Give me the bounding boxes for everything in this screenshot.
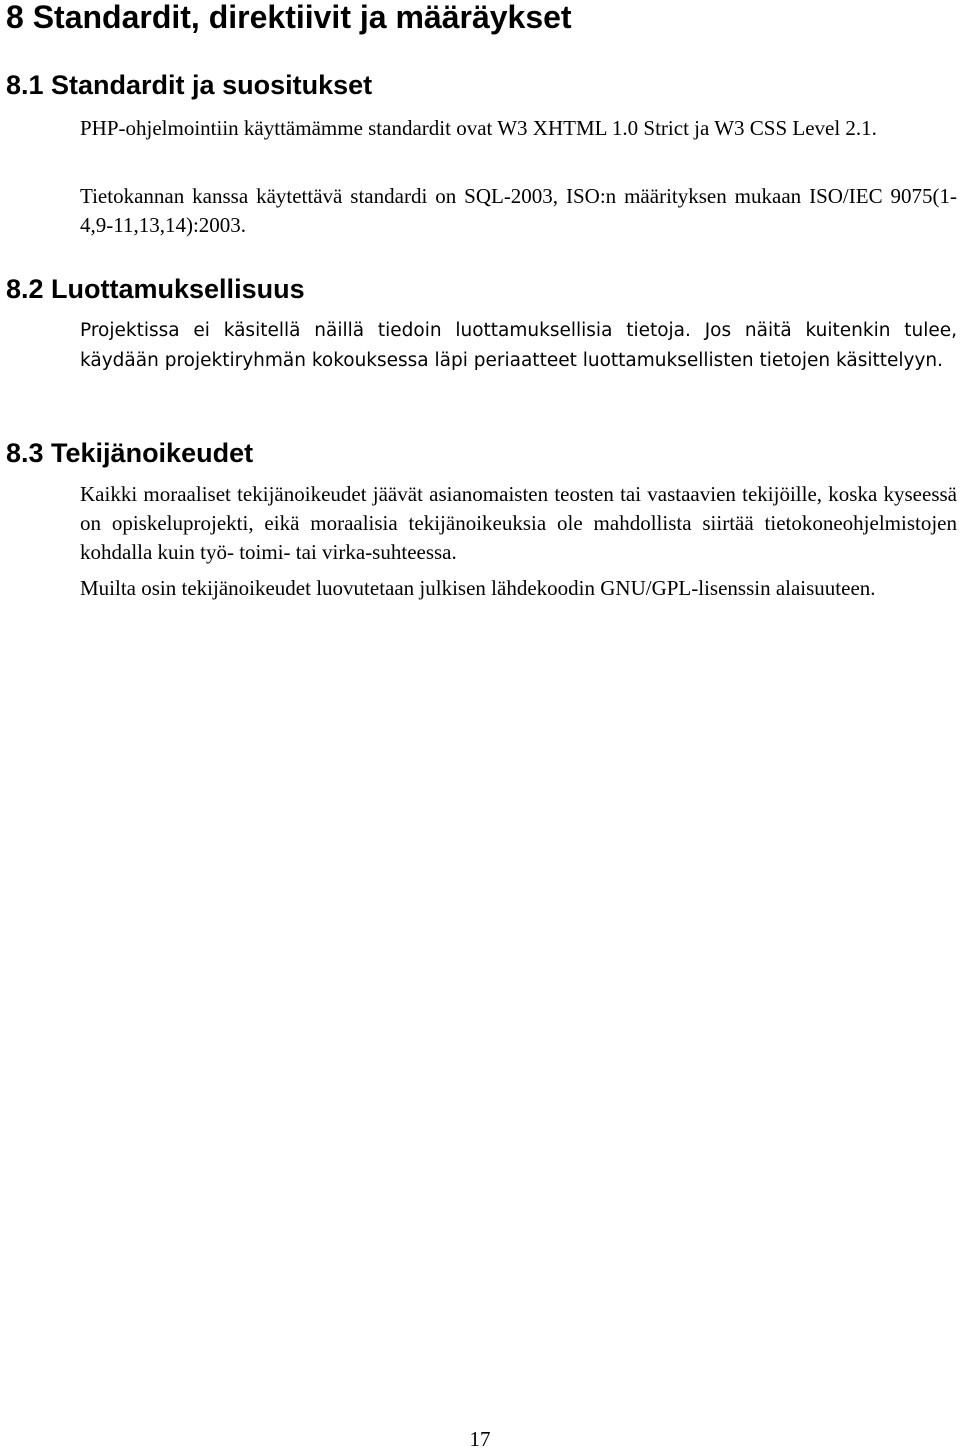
paragraph-moral-rights: Kaikki moraaliset tekijänoikeudet jäävät asianomaisten teosten tai vastaavien tekijöille, koska kyseessä on opiskeluprojekti, eikä moraalisia tekijänoikeuksia ole mahdollista siirtää tietokoneohjelmistojen kohdalla kuin työ- toimi- tai virka-suhteessa. (80, 482, 957, 564)
chapter-title: 8 Standardit, direktiivit ja määräykset (6, 0, 572, 35)
section-heading-copyrights: 8.3 Tekijänoikeudet (6, 438, 254, 468)
paragraph-gpl-license: Muilta osin tekijänoikeudet luovutetaan julkisen lähdekoodin GNU/GPL-lisenssin alaisuuteen. (80, 576, 876, 600)
paragraph-confidentiality: Projektissa ei käsitellä näillä tiedoin luottamuksellisia tietoja. Jos näitä kuitenkin tulee, käydään projektiryhmän kokouksessa läpi periaatteet luottamuksellisten tietojen käsittelyyn. (80, 320, 957, 371)
page-number: 17 (469, 1427, 491, 1451)
section-heading-standards: 8.1 Standardit ja suositukset (6, 70, 373, 100)
paragraph-web-standards: PHP-ohjelmointiin käyttämämme standardit ovat W3 XHTML 1.0 Strict ja W3 CSS Level 2.1. (80, 116, 877, 140)
paragraph-database-standard: Tietokannan kanssa käytettävä standardi on SQL-2003, ISO:n määrityksen mukaan ISO/IEC 9075(1-4,9-11,13,14):2003. (80, 184, 957, 237)
section-heading-confidentiality: 8.2 Luottamuksellisuus (6, 274, 305, 304)
